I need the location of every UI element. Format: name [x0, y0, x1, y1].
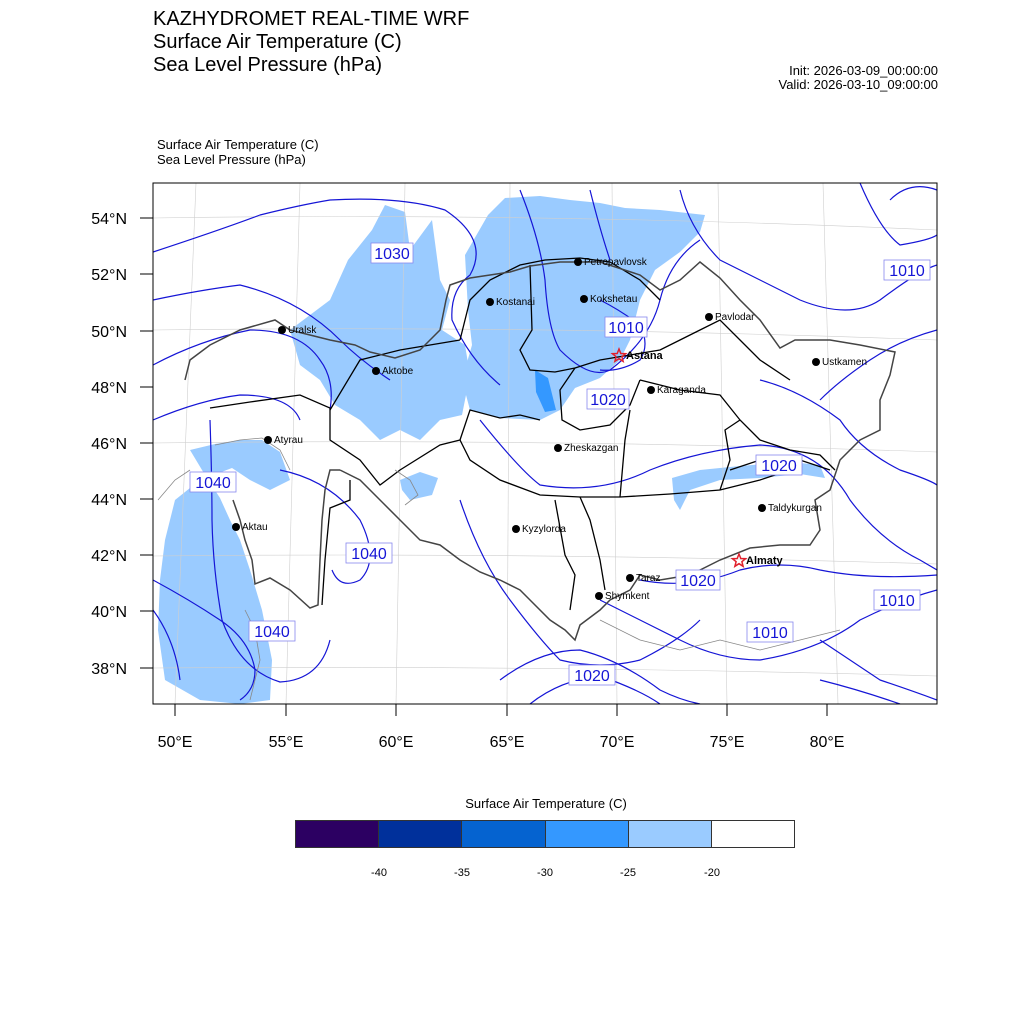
lat-label: 48°N	[91, 380, 127, 397]
lat-label: 38°N	[91, 661, 127, 678]
svg-text:Astana: Astana	[626, 350, 663, 362]
colorbar-swatch	[462, 821, 545, 847]
isobar-label	[676, 570, 720, 590]
svg-text:1040: 1040	[195, 475, 231, 492]
lon-label: 60°E	[378, 734, 414, 751]
isobar-label	[190, 472, 236, 492]
isobar-label	[884, 260, 930, 280]
svg-text:Uralsk: Uralsk	[288, 325, 317, 336]
svg-text:Aktobe: Aktobe	[382, 366, 414, 377]
svg-text:1020: 1020	[590, 392, 626, 409]
lat-label: 40°N	[91, 604, 127, 621]
city-marker	[554, 443, 618, 454]
svg-text:Aktau: Aktau	[242, 522, 268, 533]
longitude-ticks	[175, 704, 827, 716]
colorbar-title: Surface Air Temperature (C)	[465, 796, 627, 811]
svg-text:Ustkamen: Ustkamen	[822, 357, 868, 368]
svg-text:1010: 1010	[889, 263, 925, 280]
svg-text:1040: 1040	[254, 624, 290, 641]
lon-label: 75°E	[709, 734, 745, 751]
svg-text:Atyrau: Atyrau	[274, 435, 303, 446]
svg-text:Kokshetau: Kokshetau	[590, 294, 638, 305]
latitude-ticks	[140, 218, 153, 668]
svg-text:Zheskazgan: Zheskazgan	[564, 443, 619, 454]
svg-text:1040: 1040	[351, 546, 387, 563]
svg-text:Pavlodar: Pavlodar	[715, 312, 755, 323]
lon-label: 55°E	[268, 734, 304, 751]
svg-text:Almaty: Almaty	[746, 555, 783, 567]
city-marker	[647, 385, 706, 396]
lon-label: 50°E	[157, 734, 193, 751]
svg-text:Kostanai: Kostanai	[496, 297, 535, 308]
capital-marker	[732, 554, 783, 567]
city-marker	[626, 573, 660, 584]
colorbar-tick: -30	[537, 867, 553, 879]
svg-text:1020: 1020	[574, 668, 610, 685]
colorbar-tick: -35	[454, 867, 470, 879]
lat-label: 44°N	[91, 492, 127, 509]
svg-text:1030: 1030	[374, 246, 410, 263]
longitude-labels	[158, 734, 845, 751]
lon-label: 65°E	[489, 734, 525, 751]
city-marker	[812, 357, 867, 368]
colorbar-tick: -40	[371, 867, 387, 879]
svg-text:Taldykurgan: Taldykurgan	[768, 503, 822, 514]
lon-label: 80°E	[809, 734, 845, 751]
isobar-label	[756, 455, 802, 475]
svg-text:1010: 1010	[608, 320, 644, 337]
city-marker	[574, 257, 648, 268]
svg-text:Taraz: Taraz	[636, 573, 661, 584]
isobar-label	[605, 317, 647, 337]
svg-text:Petropavlovsk: Petropavlovsk	[584, 257, 647, 268]
latitude-labels	[91, 211, 127, 678]
lat-label: 54°N	[91, 211, 127, 228]
isobar-label	[371, 243, 413, 263]
colorbar	[295, 820, 795, 848]
isobar-label	[249, 621, 295, 641]
svg-text:1010: 1010	[752, 625, 788, 642]
colorbar-swatch	[296, 821, 379, 847]
lat-label: 50°N	[91, 324, 127, 341]
init-time: Init: 2026-03-09_00:00:00	[789, 63, 938, 78]
title-line-3: Sea Level Pressure (hPa)	[153, 54, 383, 76]
isobar-label	[874, 590, 920, 610]
valid-time: Valid: 2026-03-10_09:00:00	[778, 77, 938, 92]
lat-label: 46°N	[91, 436, 127, 453]
city-marker	[758, 503, 822, 514]
svg-text:Kyzylorda: Kyzylorda	[522, 524, 566, 535]
city-marker	[595, 591, 650, 602]
capital-star-icon	[732, 554, 745, 566]
cold-region-north	[290, 205, 470, 440]
title-line-1: KAZHYDROMET REAL-TIME WRF	[153, 8, 470, 30]
colorbar-swatch	[379, 821, 462, 847]
svg-text:Karaganda: Karaganda	[657, 385, 706, 396]
svg-text:1010: 1010	[879, 593, 915, 610]
colorbar-swatch	[712, 821, 794, 847]
colorbar-swatch	[629, 821, 712, 847]
colorbar-tick: -25	[620, 867, 636, 879]
svg-text:1020: 1020	[680, 573, 716, 590]
lat-label: 42°N	[91, 548, 127, 565]
isobar-label	[587, 389, 629, 409]
city-marker	[264, 435, 303, 446]
isobar-label	[747, 622, 793, 642]
isobar-label	[569, 665, 615, 685]
cold-patch-aral	[400, 472, 438, 500]
lon-label: 70°E	[599, 734, 635, 751]
title-line-2: Surface Air Temperature (C)	[153, 31, 402, 53]
svg-text:Shymkent: Shymkent	[605, 591, 650, 602]
colorbar-tick: -20	[704, 867, 720, 879]
city-marker	[232, 522, 268, 533]
colorbar-swatch	[546, 821, 629, 847]
svg-text:1020: 1020	[761, 458, 797, 475]
lat-label: 52°N	[91, 267, 127, 284]
subtitle-line-1: Surface Air Temperature (C)	[157, 137, 319, 152]
city-marker	[512, 524, 566, 535]
subtitle-line-2: Sea Level Pressure (hPa)	[157, 152, 306, 167]
city-marker	[705, 312, 755, 323]
isobar-label	[346, 543, 392, 563]
